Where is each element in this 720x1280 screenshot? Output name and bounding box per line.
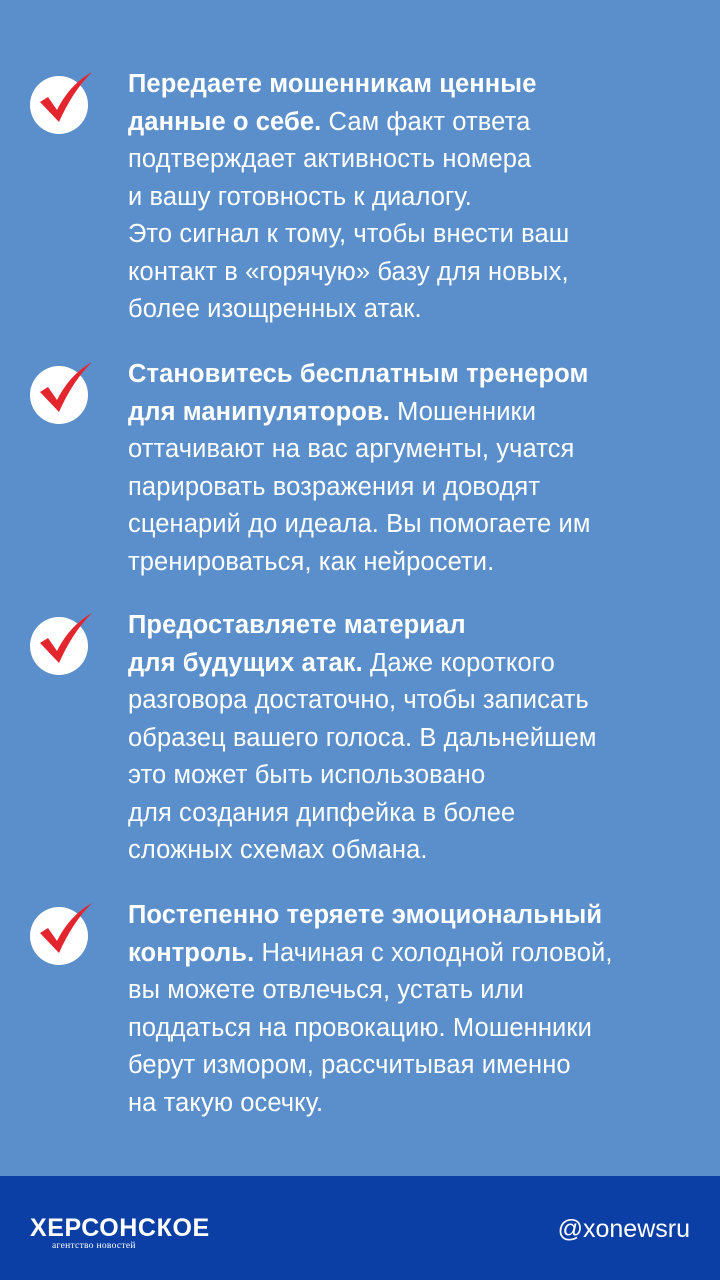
item-text: Предоставляете материал для будущих атак. Даже короткого разговора достаточно, чтобы записать образец вашего голоса. В дальнейшем это может быть использовано для создания дипфейка в более сложных схемах обмана. bbox=[128, 611, 597, 864]
item-text: Передаете мошенникам ценные данные о себе. Сам факт ответа подтверждает активность номера и вашу готовность к диалогу. Это сигнал к тому, чтобы внести ваш контакт в «горячую» базу для новых, более изощренных атак. bbox=[128, 70, 570, 323]
item-text: Становитесь бесплатным тренером для манипуляторов. Мошенники оттачивают на вас аргументы, учатся парировать возражения и доводят сценарий до идеала. Вы помогаете им тренироваться, как нейросети. bbox=[128, 360, 591, 576]
checkmark-icon bbox=[26, 64, 98, 136]
footer-bar bbox=[0, 1176, 720, 1280]
checkmark-icon bbox=[26, 895, 98, 967]
logo-subtitle: агентство новостей bbox=[52, 1241, 136, 1251]
checkmark-icon bbox=[26, 354, 98, 426]
agency-logo[interactable] bbox=[30, 1214, 260, 1254]
logo-title: ХЕРСОНСКОЕ bbox=[30, 1214, 210, 1242]
item-text: Постепенно теряете эмоциональный контроль. Начиная с холодной головой, вы можете отвлечься, устать или поддаться на провокацию. Мошенники берут измором, рассчитывая именно на такую осечку. bbox=[128, 901, 613, 1117]
social-handle[interactable]: @xonewsru bbox=[557, 1215, 690, 1243]
checkmark-icon bbox=[26, 605, 98, 677]
